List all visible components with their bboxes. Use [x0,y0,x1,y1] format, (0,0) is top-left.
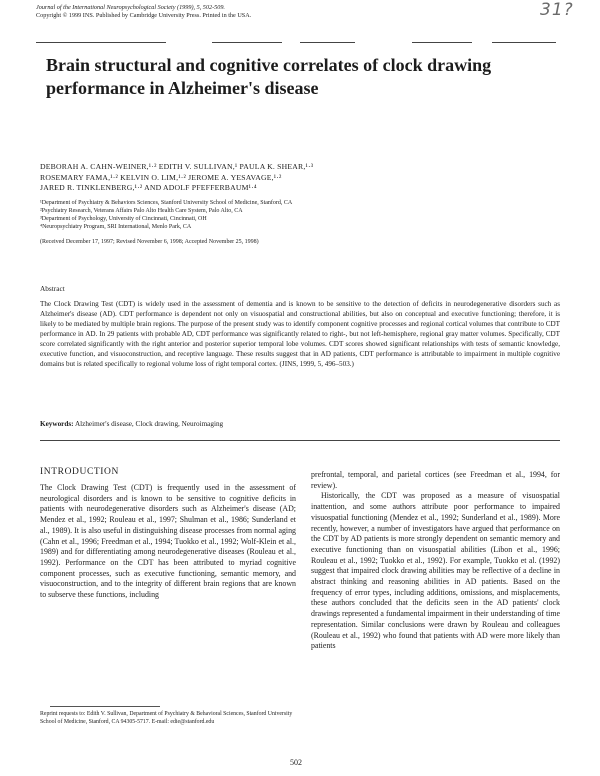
reprint-footnote: Reprint requests to: Edith V. Sullivan, Department of Psychiatry & Behavioral Sciences, Stanford University School of Medicine, Stanford, CA 94305-5717. E-mail: edie@stanford.edu [40,711,293,725]
header-rule [36,42,166,43]
abstract-text: The Clock Drawing Test (CDT) is widely used in the assessment of dementia and is known to be sensitive to the detection of deficits in neurodegenerative disorders such as Alzheimer's disease (AD). CDT performance is dependent not only on visuospatial and constructional abilities, but also on conceptual and executive functioning; therefore, it is likely to be mediated by multiple brain regions. The purpose of the present study was to identify component cognitive processes and regional cortical volumes that contribute to CDT performance in AD. In 29 patients with probable AD, CDT performance was significantly related to right-, but not left-hemisphere, regional gray matter volumes. Specifically, CDT score correlated significantly with the right anterior and posterior superior temporal lobe volumes. CDT scores showed significant relationships with tests of semantic knowledge, executive function, and visuoconstruction, and receptive language. These results suggest that in AD patients, CDT performance is attributable to impairment in multiple cognitive domains but is related specifically to regional volume loss of right temporal cortex. (JINS, 1999, 5, 496–503.) [40,300,560,369]
received-dates: (Received December 17, 1997; Revised November 6, 1998; Accepted November 25, 1998) [40,239,259,245]
introduction-paragraph: The Clock Drawing Test (CDT) is frequently used in the assessment of neurological disorders and is known to be sensitive to cognitive deficits in patients with neurodegenerative disorders such as Alzheimer's disease (AD; Mendez et al., 1992; Rouleau et al., 1997; Shulman et al., 1986; Sunderland et al., 1989). It is also useful in distinguishing disease processes from normal aging (Cahn et al., 1996; Freedman et al., 1994; Tuokko et al., 1992; Wolf-Klein et al., 1989) and for differentiating among neurodegenerative diseases (Rouleau et al., 1992). Performance on the CDT has been attributed to myriad cognitive component processes, such as executive functioning, semantic memory, and visuoconstruction, and to the integrity of different brain regions that are known to subserve these functions, including [40,483,296,600]
header-rule [300,42,355,43]
author-line: DEBORAH A. CAHN-WEINER,¹·² EDITH V. SULLIVAN,¹ PAULA K. SHEAR,¹·³ [40,162,314,171]
header-rule [412,42,472,43]
affiliation: ¹Department of Psychiatry & Behaviors Sciences, Stanford University School of Medicine, Stanford, CA [40,200,293,206]
header-rule [492,42,556,43]
affiliation: ³Department of Psychology, University of Cincinnati, Cincinnati, OH [40,216,207,222]
copyright-line: Copyright © 1999 INS. Published by Cambridge University Press. Printed in the USA. [36,12,252,19]
keywords [40,420,223,428]
footnote-rule [50,706,160,707]
author-line: JARED R. TINKLENBERG,¹·² AND ADOLF PFEFFERBAUM¹·⁴ [40,183,257,192]
section-divider [40,440,560,441]
left-column [40,467,296,601]
author-list [40,162,560,194]
body-paragraph: Historically, the CDT was proposed as a measure of visuospatial inattention, and some authors attribute poor performance to impaired visuospatial functioning (Mendez et al., 1992; Sunderland et al., 1989). More recently, however, a number of investigators have argued that performance on the CDT by AD patients is more strongly dependent on semantic memory and executive functioning than on visuospatial abilities (Libon et al., 1996; Rouleau et al., 1992; Tuokko et al., 1992). For example, Tuokko et al. (1992) suggest that impaired clock drawing abilities may be reflective of a decline in abstract thinking and reasoning abilities in AD patients. Based on the frequency of error types, including additions, omissions, and misplacements, these authors concluded that the deficits seen in the AD patients' clock drawings represented a fundamental impairment in their understanding of time representation. Similar conclusions were drawn by Rouleau and colleagues (Rouleau et al., 1992) who found that patients with AD were more likely than patients [311,491,560,651]
right-column [311,470,560,652]
author-line: ROSEMARY FAMA,¹·² KELVIN O. LIM,¹·² JEROME A. YESAVAGE,¹·² [40,172,282,182]
affiliation-list [40,199,560,231]
keywords-label: Keywords: [40,420,74,428]
header-rule [212,42,282,43]
keywords-text: Alzheimer's disease, Clock drawing, Neuroimaging [74,420,224,428]
page-number: 502 [290,758,302,767]
introduction-heading: INTRODUCTION [40,467,119,477]
abstract-heading: Abstract [40,284,65,293]
affiliation: ⁴Neuropsychiatry Program, SRI International, Menlo Park, CA [40,224,192,230]
article-title: Brain structural and cognitive correlates of clock drawing performance in Alzheimer's disease [46,55,492,98]
journal-citation: Journal of the International Neuropsychological Society (1999), 5, 502-509. [36,4,225,11]
handwritten-mark: 31? [540,0,574,20]
affiliation: ²Psychiatry Research, Veterans Affairs Palo Alto Health Care System, Palo Alto, CA [40,208,243,214]
body-paragraph: prefrontal, temporal, and parietal cortices (see Freedman et al., 1994, for review). [311,470,560,490]
